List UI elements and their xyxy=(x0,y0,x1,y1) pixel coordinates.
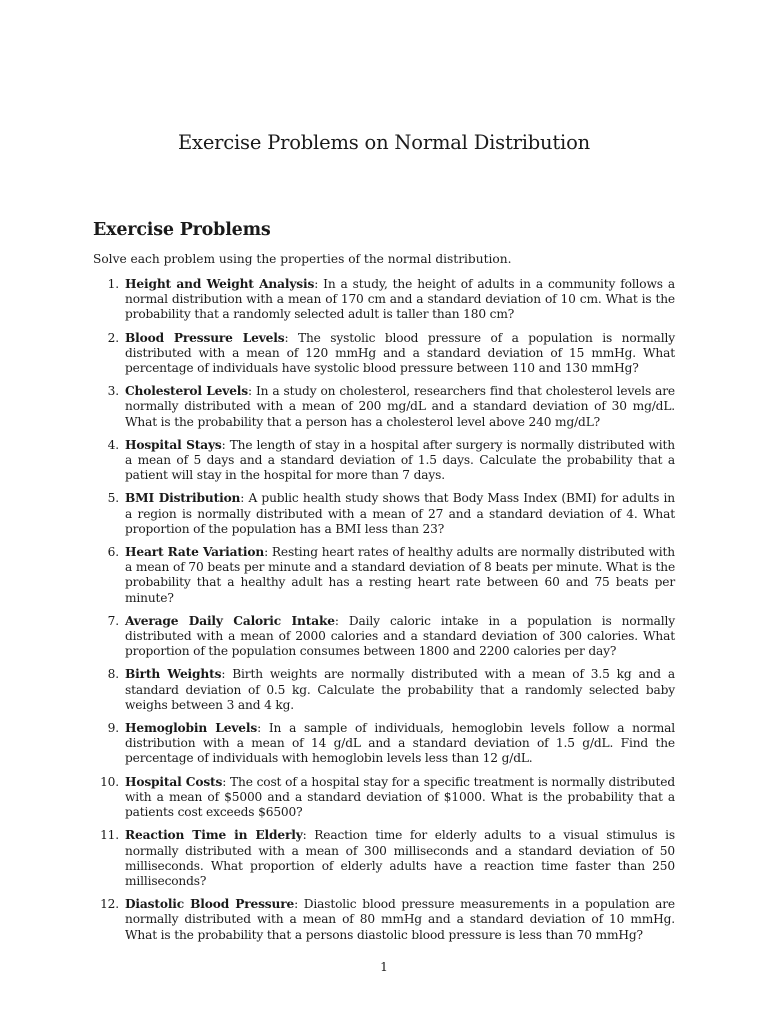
problem-name: Diastolic Blood Pressure xyxy=(125,897,295,912)
problem-number: 2. xyxy=(107,330,119,345)
page-number: 1 xyxy=(380,960,388,974)
problem-name: Hospital Stays xyxy=(125,437,222,452)
problem-item xyxy=(93,438,675,484)
problem-text: : Birth weights are normally distributed with a mean of 3.5 kg and a standard deviation of 0.5 kg. Calculate the probability that a randomly selected baby weighs between 3 and 4 kg. xyxy=(125,667,675,712)
problem-name: Average Daily Caloric Intake xyxy=(125,613,335,628)
problem-text: : Diastolic blood pressure measurements in a population are normally distributed with a mean of 80 mmHg and a standard deviation of 10 mmHg. What is the probability that a persons diastolic blood pressure is less than 70 mmHg? xyxy=(125,897,675,942)
problem-number: 10. xyxy=(100,774,119,789)
problem-item xyxy=(93,667,675,713)
problem-number: 6. xyxy=(107,545,119,560)
problem-text: : In a study, the height of adults in a community follows a normal distribution with a mean of 170 cm and a standard deviation of 10 cm. What is the probability that a randomly selected adult is taller than 180 cm? xyxy=(125,277,675,322)
problem-text: : Reaction time for elderly adults to a visual stimulus is normally distributed with a mean of 300 milliseconds and a standard deviation of 50 milliseconds. What proportion of elderly adults have a reaction time faster than 250 milliseconds? xyxy=(125,828,675,888)
problem-name: Birth Weights xyxy=(125,667,222,682)
problem-name: Heart Rate Variation xyxy=(125,545,265,560)
problem-text: : Daily caloric intake in a population is normally distributed with a mean of 2000 calories and a standard deviation of 300 calories. What proportion of the population consumes between 1800 and 2200 calories per day? xyxy=(125,613,675,659)
problem-item xyxy=(93,897,675,943)
problem-item xyxy=(93,614,675,660)
problem-item xyxy=(93,384,675,430)
problem-text: : In a sample of individuals, hemoglobin levels follow a normal distribution with a mean of 14 g/dL and a standard deviation of 1.5 g/dL. Find the percentage of individuals with hemoglobin levels less than 12 g/dL. xyxy=(125,721,675,766)
problem-number: 3. xyxy=(107,384,119,399)
problem-text: : The cost of a hospital stay for a specific treatment is normally distributed with a mean of $5000 and a standard deviation of $1000. What is the probability that a patients cost exceeds $6500? xyxy=(125,774,675,820)
problem-number: 5. xyxy=(107,491,119,506)
document-title: Exercise Problems on Normal Distribution xyxy=(178,131,590,154)
problem-name: BMI Distribution xyxy=(125,491,241,506)
problem-text: : A public health study shows that Body Mass Index (BMI) for adults in a region is normally distributed with a mean of 27 and a standard deviation of 4. What proportion of the population has a BMI less than 23? xyxy=(125,491,675,536)
problem-number: 8. xyxy=(107,667,119,682)
problem-number: 9. xyxy=(107,721,119,736)
problem-number: 11. xyxy=(100,828,119,843)
problem-item xyxy=(93,277,675,323)
problem-list xyxy=(93,277,675,943)
problem-item xyxy=(93,491,675,537)
problem-text: : In a study on cholesterol, researchers find that cholesterol levels are normally distributed with a mean of 200 mg/dL and a standard deviation of 30 mg/dL. What is the probability that a person has a cholesterol level above 240 mg/dL? xyxy=(125,384,675,429)
problem-number: 7. xyxy=(107,613,119,628)
problem-item xyxy=(93,721,675,767)
problem-item xyxy=(93,545,675,606)
problem-number: 12. xyxy=(100,897,119,912)
problem-text: : Resting heart rates of healthy adults are normally distributed with a mean of 70 beats per minute and a standard deviation of 8 beats per minute. What is the probability that a healthy adult has a resting heart rate between 60 and 75 beats per minute? xyxy=(125,545,675,605)
problem-name: Hemoglobin Levels xyxy=(125,721,258,736)
problem-number: 1. xyxy=(107,277,119,291)
problem-item xyxy=(93,331,675,377)
problem-name: Reaction Time in Elderly xyxy=(125,828,303,843)
problem-name: Height and Weight Analysis xyxy=(125,277,315,291)
problem-text: : The length of stay in a hospital after surgery is normally distributed with a mean of 5 days and a standard deviation of 1.5 days. Calculate the probability that a patient will stay in the hospital for more than 7 days. xyxy=(125,437,675,483)
intro-text: Solve each problem using the properties of the normal distribution. xyxy=(93,252,512,266)
problem-text: : The systolic blood pressure of a population is normally distributed with a mean of 120 mmHg and a standard deviation of 15 mmHg. What percentage of individuals have systolic blood pressure between 110 and 130 mmHg? xyxy=(125,330,675,376)
section-heading: Exercise Problems xyxy=(93,220,271,240)
problem-number: 4. xyxy=(107,437,119,452)
problem-name: Hospital Costs xyxy=(125,774,223,789)
problem-item xyxy=(93,828,675,889)
problem-item xyxy=(93,775,675,821)
problem-name: Cholesterol Levels xyxy=(125,384,248,399)
problem-name: Blood Pressure Levels xyxy=(125,330,285,345)
